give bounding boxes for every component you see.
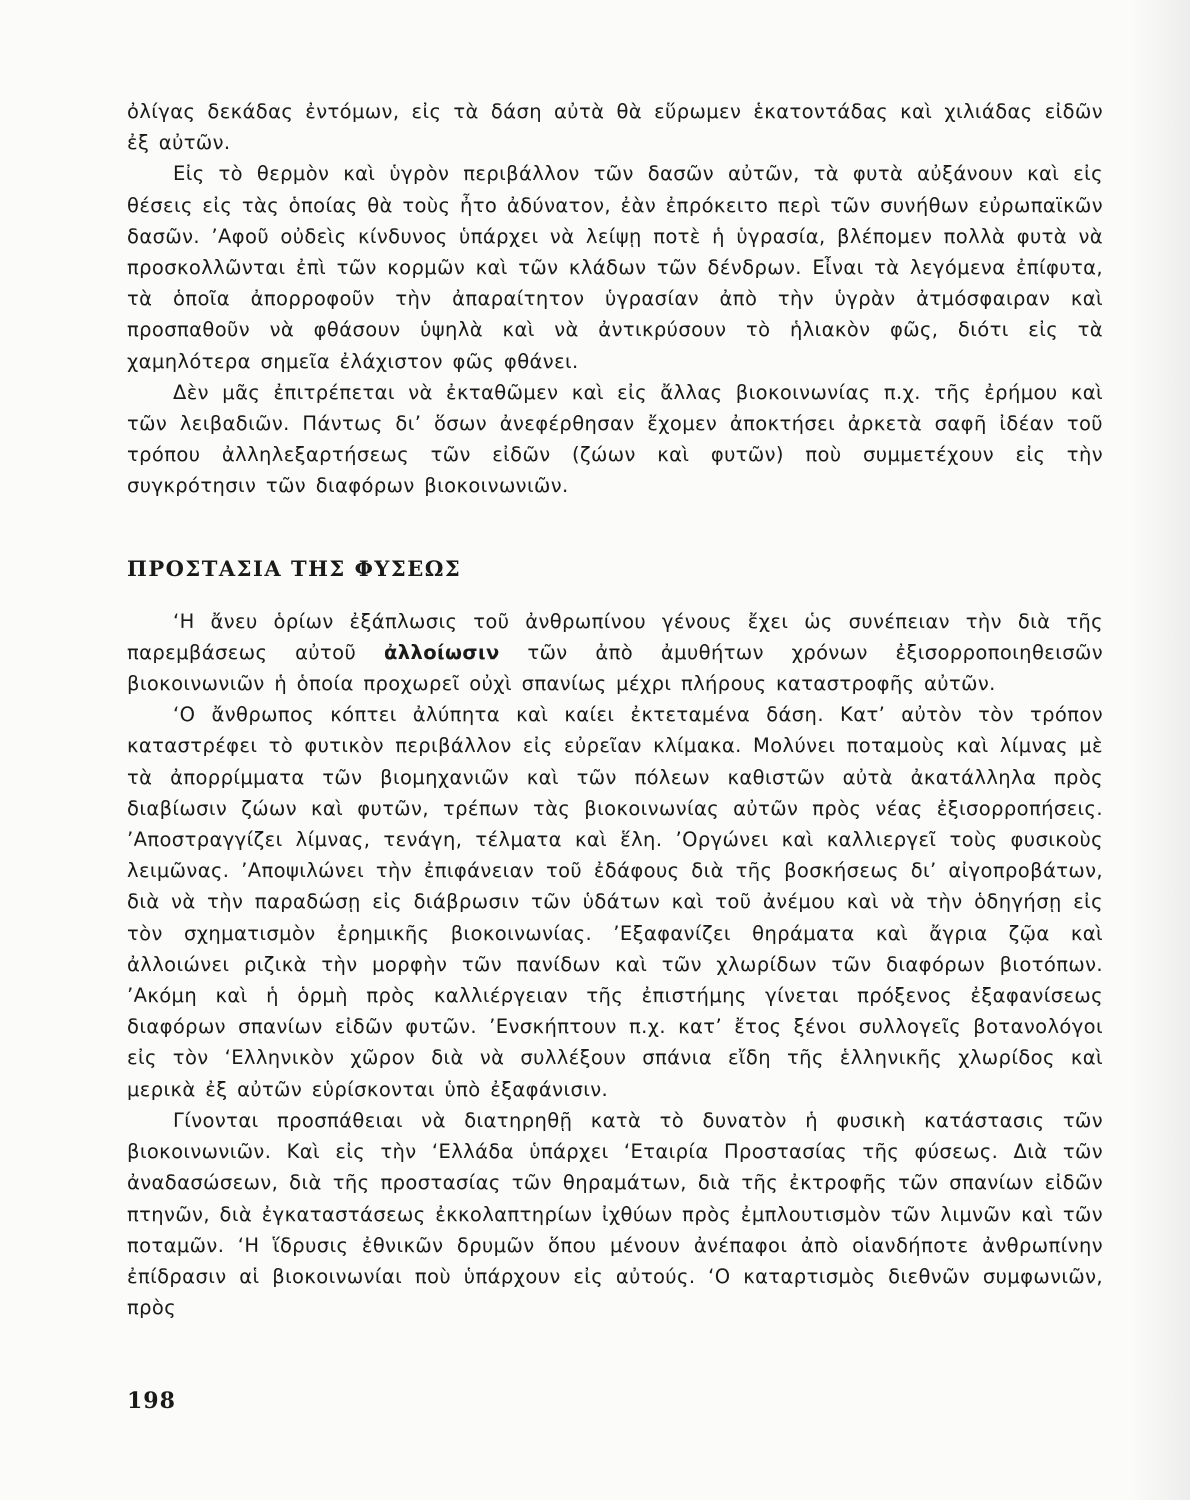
paragraph-expansion-after: τῶν ἀπὸ ἀμυθήτων χρόνων ἐξισορροποιηθεισῶν βιοκοινωνιῶν ἡ ὁποία προχωρεῖ οὐχὶ σπανίως μέχρι πλήρους καταστροφῆς αὐτῶν. <box>127 640 1103 696</box>
emphasized-term: ἀλλοίωσιν <box>383 640 500 664</box>
paragraph-human-impact: ‘Ο ἄνθρωπος κόπτει ἀλύπητα καὶ καίει ἐκτεταμένα δάση. Κατ’ αὐτὸν τὸν τρόπον καταστρέφει τὸ φυτικὸν περιβάλλον εἰς εὐρεῖαν κλίμακα. Μολύνει ποταμοὺς καὶ λίμνας μὲ τὰ ἀπορρίμματα τῶν βιομηχανιῶν καὶ τῶν πόλεων καθιστῶν αὐτὰ ἀκατάλληλα πρὸς διαβίωσιν ζώων καὶ φυτῶν, τρέπων τὰς βιοκοινωνίας αὐτῶν πρὸς νέας ἐξισορροπήσεις. ’Αποστραγγίζει λίμνας, τενάγη, τέλματα καὶ ἕλη. ’Οργώνει καὶ καλλιεργεῖ τοὺς φυσικοὺς λειμῶνας. ’Αποψιλώνει τὴν ἐπιφάνειαν τοῦ ἐδάφους διὰ τῆς βοσκήσεως δι’ αἰγοπροβάτων, διὰ νὰ τὴν παραδώσῃ εἰς διάβρωσιν τῶν ὑδάτων καὶ τοῦ ἀνέμου καὶ νὰ τὴν ὁδηγήσῃ εἰς τὸν σχηματισμὸν ἐρημικῆς βιοκοινωνίας. ’Εξαφανίζει θηράματα καὶ ἄγρια ζῷα καὶ ἀλλοιώνει ριζικὰ τὴν μορφὴν τῶν πανίδων καὶ τῶν χλωρίδων τῶν διαφόρων βιοτόπων. ’Ακόμη καὶ ἡ ὁρμὴ πρὸς καλλιέργειαν τῆς ἐπιστήμης γίνεται πρόξενος ἐξαφανίσεως διαφόρων σπανίων εἰδῶν φυτῶν. ’Ενσκήπτουν π.χ. κατ’ ἔτος ξένοι συλλογεῖς βοτανολόγοι εἰς τὸν ‘Ελληνικὸν χῶρον διὰ νὰ συλλέξουν σπάνια εἴδη τῆς ἑλληνικῆς χλωρίδος καὶ μερικὰ ἐξ αὐτῶν εὑρίσκονται ὑπὸ ἐξαφάνισιν. <box>127 703 1103 1101</box>
paragraph-continued: ὀλίγας δεκάδας ἐντόμων, εἰς τὰ δάση αὐτὰ θὰ εὕρωμεν ἑκατοντάδας καὶ χιλιάδας εἰδῶν ἐξ αὐτῶν. <box>127 100 1103 155</box>
paragraph-epiphytes: Εἰς τὸ θερμὸν καὶ ὑγρὸν περιβάλλον τῶν δασῶν αὐτῶν, τὰ φυτὰ αὐξάνουν καὶ εἰς θέσεις εἰς τὰς ὁποίας θὰ τοὺς ἦτο ἀδύνατον, ἐὰν ἐπρόκειτο περὶ τῶν συνήθων εὐρωπαϊκῶν δασῶν. ’Αφοῦ οὐδεὶς κίνδυνος ὑπάρχει νὰ λείψῃ ποτὲ ἡ ὑγρασία, βλέπομεν πολλὰ φυτὰ νὰ προσκολλῶνται ἐπὶ τῶν κορμῶν καὶ τῶν κλάδων τῶν δένδρων. Εἶναι τὰ λεγόμενα ἐπίφυτα, τὰ ὁποῖα ἀπορροφοῦν τὴν ἀπαραίτητον ὑγρασίαν ἀπὸ τὴν ὑγρὰν ἀτμόσφαιραν καὶ προσπαθοῦν νὰ φθάσουν ὑψηλὰ καὶ νὰ ἀντικρύσουν τὸ ἡλιακὸν φῶς, διότι εἰς τὰ χαμηλότερα σημεῖα ἐλάχιστον φῶς φθάνει. <box>127 162 1103 373</box>
paragraph-other-communities: Δὲν μᾶς ἐπιτρέπεται νὰ ἐκταθῶμεν καὶ εἰς ἄλλας βιοκοινωνίας π.χ. τῆς ἐρήμου καὶ τῶν λειβαδιῶν. Πάντως δι’ ὅσων ἀνεφέρθησαν ἔχομεν ἀποκτήσει ἀρκετὰ σαφῆ ἰδέαν τοῦ τρόπου ἀλληλεξαρτήσεως τῶν εἰδῶν (ζώων καὶ φυτῶν) ποὺ συμμετέχουν εἰς τὴν συγκρότησιν τῶν διαφόρων βιοκοινωνιῶν. <box>127 380 1103 498</box>
paragraph-expansion-before: ‘Η ἄνευ ὁρίων ἐξάπλωσις τοῦ ἀνθρωπίνου γένους ἔχει ὡς συνέπειαν τὴν διὰ τῆς παρεμβάσεως αὐτοῦ <box>127 609 1103 664</box>
page-edge-shadow <box>1130 0 1190 1500</box>
paragraph-protection-efforts: Γίνονται προσπάθειαι νὰ διατηρηθῇ κατὰ τὸ δυνατὸν ἡ φυσικὴ κατάστασις τῶν βιοκοινωνιῶν. Καὶ εἰς τὴν ‘Ελλάδα ὑπάρχει ‘Εταιρία Προστασίας τῆς φύσεως. Διὰ τῶν ἀναδασώσεων, διὰ τῆς προστασίας τῶν θηραμάτων, διὰ τῆς ἐκτροφῆς τῶν σπανίων εἰδῶν πτηνῶν, διὰ ἐγκαταστάσεως ἐκκολαπτηρίων ἰχθύων πρὸς ἐμπλουτισμὸν τῶν λιμνῶν καὶ τῶν ποταμῶν. ‘Η ἵδρυσις ἐθνικῶν δρυμῶν ὅπου μένουν ἀνέπαφοι ἀπὸ οἱανδήποτε ἀνθρωπίνην ἐπίδρασιν αἱ βιοκοινωνίαι ποὺ ὑπάρχουν εἰς αὐτούς. ‘Ο καταρτισμὸς διεθνῶν συμφωνιῶν, πρὸς <box>127 1108 1103 1320</box>
page-number: 198 <box>127 1388 176 1414</box>
paragraph-expansion <box>127 606 1103 700</box>
section-heading: ΠΡΟΣΤΑΣΙΑ ΤΗΣ ΦΥΣΕΩΣ <box>127 555 462 581</box>
page-body <box>127 96 1103 1323</box>
